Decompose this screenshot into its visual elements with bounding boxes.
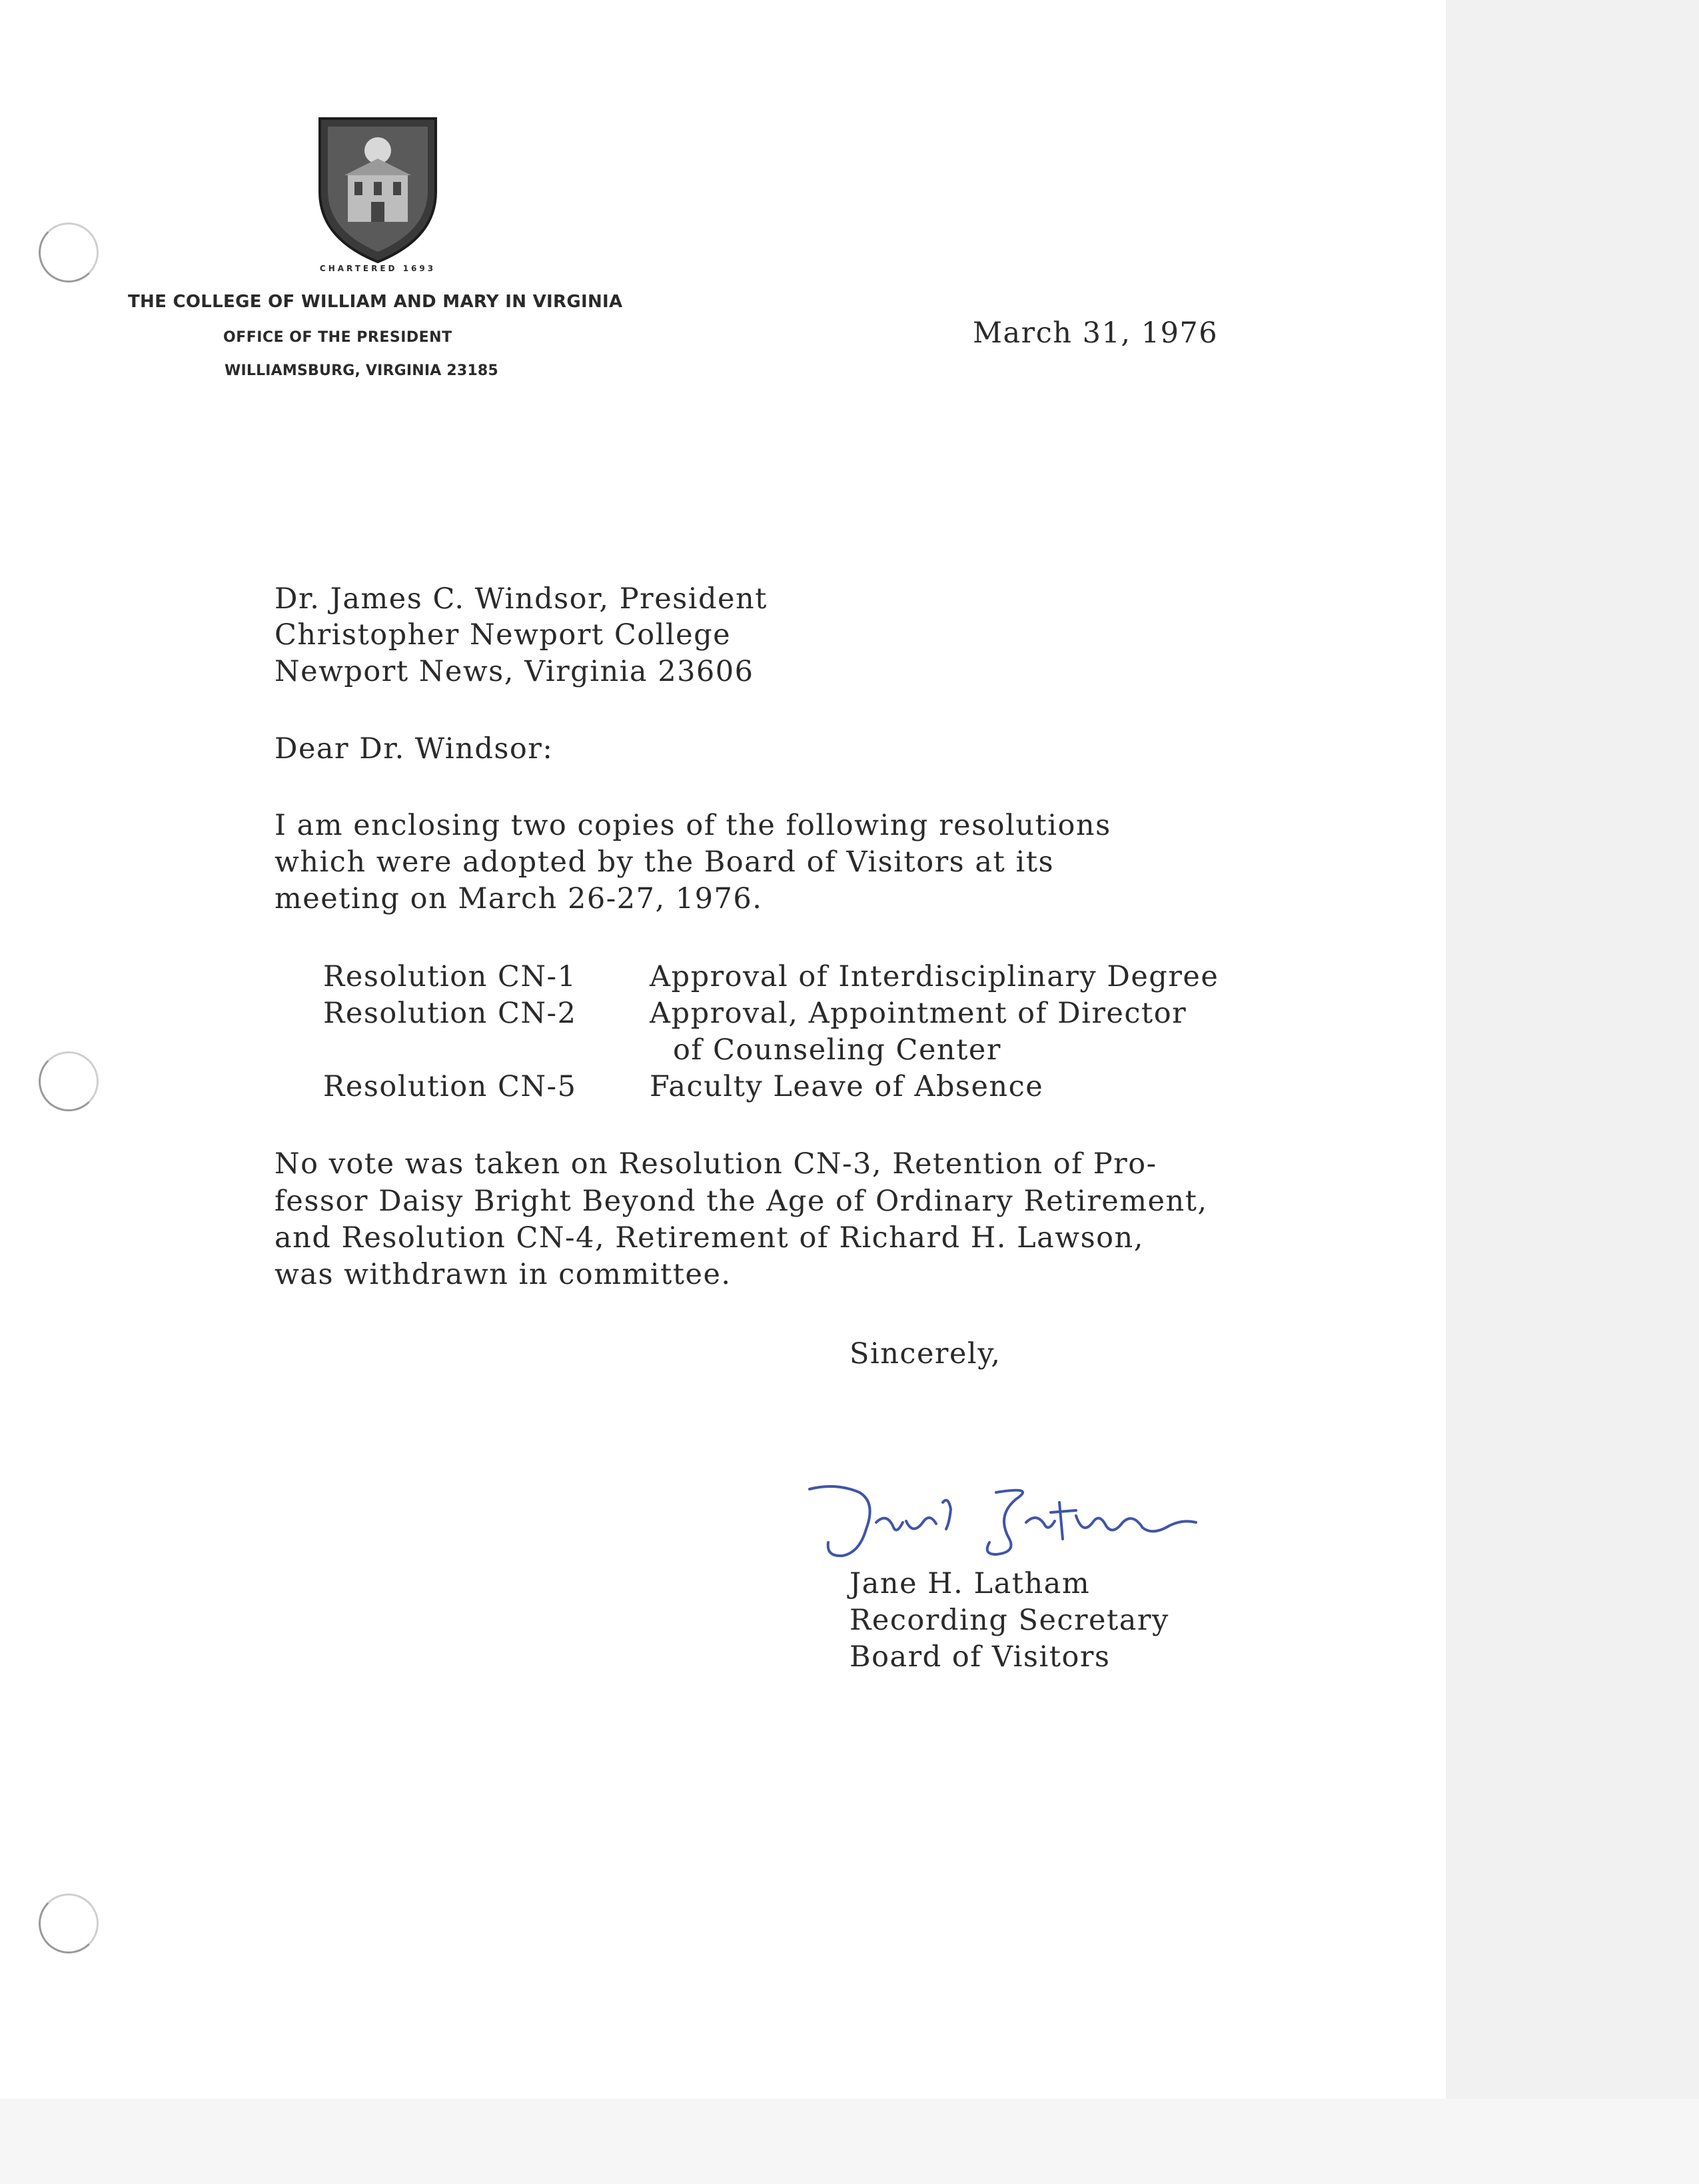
letter-date: March 31, 1976: [973, 316, 1219, 350]
signer-board: Board of Visitors: [850, 1640, 1111, 1674]
closing-paragraph-line-4: was withdrawn in committee.: [275, 1258, 732, 1291]
resolution-description-continued: of Counseling Center: [673, 1033, 1001, 1067]
salutation: Dear Dr. Windsor:: [275, 732, 554, 766]
intro-line-1: I am enclosing two copies of the following resolutions: [275, 809, 1111, 842]
closing-sincerely: Sincerely,: [850, 1337, 1001, 1370]
closing-paragraph-line-1: No vote was taken on Resolution CN-3, Retention of Pro-: [275, 1147, 1157, 1181]
resolution-id: Resolution CN-1: [323, 960, 577, 993]
scan-bottom-margin: [0, 2099, 1699, 2184]
letterhead-office: OFFICE OF THE PRESIDENT: [223, 329, 452, 346]
resolution-id: Resolution CN-5: [323, 1070, 577, 1103]
resolution-description: Faculty Leave of Absence: [650, 1070, 1044, 1103]
college-seal-icon: [308, 112, 448, 265]
letterhead-address: WILLIAMSBURG, VIRGINIA 23185: [225, 362, 498, 379]
letterhead-college-name: THE COLLEGE OF WILLIAM AND MARY IN VIRGINIA: [128, 292, 623, 312]
punch-hole-top: [39, 223, 99, 282]
closing-paragraph-line-3: and Resolution CN-4, Retirement of Richard H. Lawson,: [275, 1221, 1144, 1255]
signer-title: Recording Secretary: [850, 1604, 1169, 1637]
recipient-line-3: Newport News, Virginia 23606: [275, 655, 754, 688]
signer-name: Jane H. Latham: [850, 1567, 1091, 1600]
punch-hole-middle: [39, 1051, 99, 1111]
punch-hole-bottom: [39, 1894, 99, 1953]
intro-line-2: which were adopted by the Board of Visitors at its: [275, 845, 1055, 879]
letterhead-chartered: CHARTERED 1693: [319, 264, 436, 273]
closing-paragraph-line-2: fessor Daisy Bright Beyond the Age of Ordinary Retirement,: [275, 1185, 1208, 1218]
recipient-line-1: Dr. James C. Windsor, President: [275, 582, 768, 616]
intro-line-3: meeting on March 26-27, 1976.: [275, 882, 763, 915]
resolution-description: Approval, Appointment of Director: [650, 997, 1187, 1030]
recipient-line-2: Christopher Newport College: [275, 618, 732, 652]
scan-margin: [1446, 0, 1699, 2184]
resolution-description: Approval of Interdisciplinary Degree: [650, 960, 1219, 993]
resolution-id: Resolution CN-2: [323, 997, 577, 1030]
handwritten-signature: [796, 1476, 1209, 1576]
